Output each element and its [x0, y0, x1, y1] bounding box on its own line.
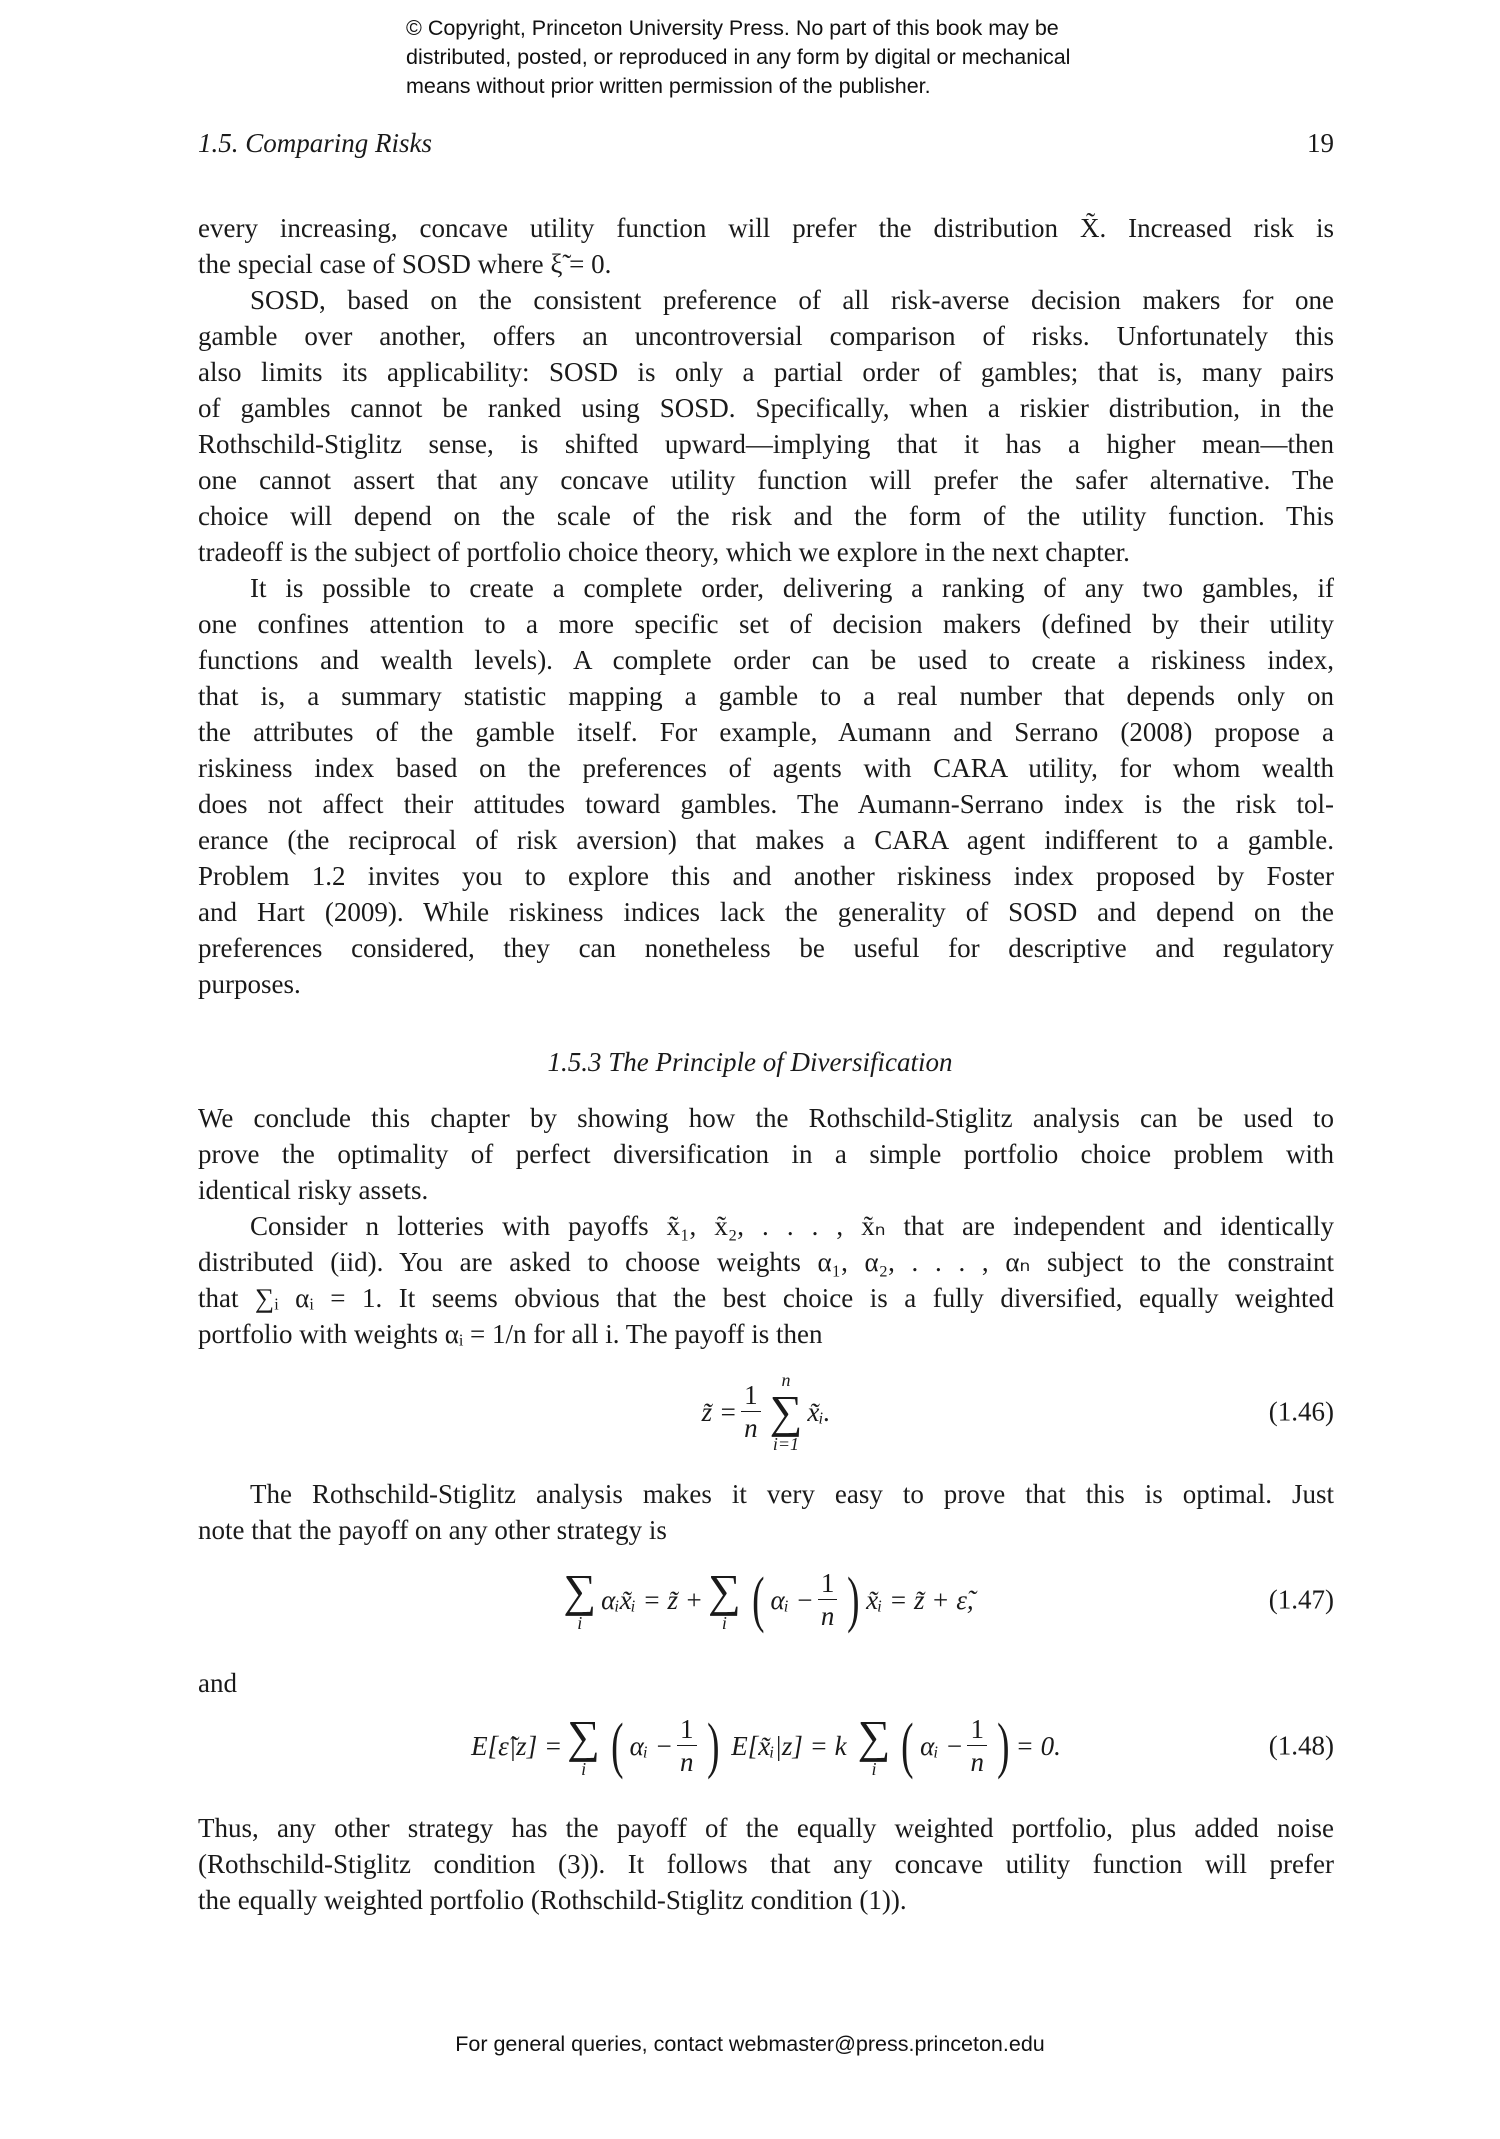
text-line: that is, a summary statistic mapping a gamble to a real number that depends only on [198, 681, 1334, 711]
sum-lower: i [577, 1613, 583, 1633]
text-line: prove the optimality of perfect diversification in a simple portfolio choice problem with [198, 1139, 1334, 1169]
denominator: n [970, 1747, 984, 1777]
text-line: one confines attention to a more specific set of decision makers (defined by their utility [198, 609, 1334, 639]
left-paren: ( [901, 1712, 914, 1780]
text-line: distributed (iid). You are asked to choose weights α₁, α₂, . . . , αₙ subject to the constraint [198, 1247, 1334, 1277]
text-line: also limits its applicability: SOSD is only a partial order of gambles; that is, many pairs [198, 357, 1334, 387]
summation-icon: n ∑ i=1 [769, 1370, 803, 1454]
eq-lhs: E[ε̃|z] = [471, 1730, 563, 1761]
right-paren: ) [706, 1712, 720, 1780]
body-text-eq [198, 1476, 1334, 1548]
text-line: every increasing, concave utility function will prefer the distribution X̃. Increased risk is [198, 213, 1334, 243]
numerator: 1 [741, 1382, 761, 1412]
text-line: Thus, any other strategy has the payoff of the equally weighted portfolio, plus added noise [198, 1813, 1334, 1843]
equation-1-48 [198, 1696, 1334, 1796]
left-paren: ( [611, 1712, 624, 1780]
eq-term: αᵢx̃ᵢ = z̃ + [601, 1584, 704, 1615]
body-text-middle [198, 1100, 1334, 1352]
equation-number: (1.48) [1268, 1730, 1334, 1761]
text-line: functions and wealth levels). A complete order can be used to create a riskiness index, [198, 645, 1334, 675]
eq-lhs: z̃ = [701, 1396, 738, 1427]
text-line: purposes. [198, 969, 301, 999]
eq-term: x̃ᵢ. [807, 1396, 831, 1427]
summation-icon: ∑ i [857, 1711, 891, 1779]
paragraph-3 [198, 570, 1334, 1002]
body-text-bottom [198, 1810, 1334, 1918]
equation-number: (1.47) [1268, 1584, 1334, 1615]
text-line: It is possible to create a complete order, delivering a ranking of any two gambles, if [250, 573, 1334, 603]
paragraph-5 [198, 1208, 1334, 1352]
eq-term: αᵢ − [629, 1730, 674, 1761]
sum-lower: i [581, 1759, 587, 1779]
paragraph-4 [198, 1100, 1334, 1208]
text-line: the equally weighted portfolio (Rothschild-Stiglitz condition (1)). [198, 1885, 907, 1915]
page-number: 19 [1307, 128, 1334, 158]
paragraph-1 [198, 210, 1334, 282]
copyright-line: distributed, posted, or reproduced in any form by digital or mechanical [406, 45, 1071, 69]
summation-icon: ∑ i [567, 1711, 600, 1779]
denominator: n [744, 1413, 758, 1443]
text-line: The Rothschild-Stiglitz analysis makes it very easy to prove that this is optimal. Just [250, 1479, 1334, 1509]
fraction [741, 1382, 761, 1442]
denominator: n [820, 1601, 835, 1631]
equation-1-46 [198, 1362, 1334, 1462]
right-paren: ) [997, 1712, 1010, 1780]
text-line: Problem 1.2 invites you to explore this and another riskiness index proposed by Foster [198, 861, 1334, 891]
eq-term: E[x̃ᵢ|z] = k [731, 1730, 847, 1761]
text-line: identical risky assets. [198, 1175, 429, 1205]
right-paren: ) [847, 1566, 860, 1634]
text-line: and Hart (2009). While riskiness indices lack the generality of SOSD and depend on the [198, 897, 1334, 927]
text-line: We conclude this chapter by showing how the Rothschild-Stiglitz analysis can be used to [198, 1103, 1334, 1133]
text-line: the special case of SOSD where ξ̃ = 0. [198, 249, 612, 279]
text-line: choice will depend on the scale of the risk and the form of the utility function. This [198, 501, 1334, 531]
text-line: preferences considered, they can nonetheless be useful for descriptive and regulatory [198, 933, 1334, 963]
equation-number: (1.46) [1268, 1396, 1334, 1427]
text-line: note that the payoff on any other strategy is [198, 1515, 667, 1545]
paragraph-2 [198, 282, 1334, 570]
text-line: does not affect their attitudes toward gambles. The Aumann-Serrano index is the risk tol- [198, 789, 1334, 819]
footer-contact: For general queries, contact webmaster@press.princeton.edu [455, 2032, 1045, 2056]
fraction [818, 1570, 838, 1630]
text-line: (Rothschild-Stiglitz condition (3)). It follows that any concave utility function will prefer [198, 1849, 1334, 1879]
copyright-line: means without prior written permission of the publisher. [406, 74, 931, 98]
text-line: riskiness index based on the preferences of agents with CARA utility, for whom wealth [198, 753, 1334, 783]
text-line: and [198, 1668, 237, 1698]
eq-term: αᵢ − [770, 1584, 814, 1615]
equation-1-47 [198, 1550, 1334, 1650]
numerator: 1 [818, 1570, 838, 1600]
text-line: one cannot assert that any concave utility function will prefer the safer alternative. The [198, 465, 1334, 495]
sum-lower: i [871, 1759, 877, 1779]
sum-lower: i=1 [772, 1434, 800, 1454]
eq-term: αᵢ − [920, 1730, 964, 1761]
fraction [967, 1716, 987, 1776]
left-paren: ( [751, 1566, 765, 1634]
numerator: 1 [967, 1716, 987, 1746]
denominator: n [680, 1747, 694, 1777]
section-heading: 1.5.3 The Principle of Diversification [547, 1047, 953, 1077]
sum-lower: i [721, 1613, 727, 1633]
text-line: SOSD, based on the consistent preference of all risk-averse decision makers for one [250, 285, 1334, 315]
fraction [677, 1716, 697, 1776]
copyright-line: © Copyright, Princeton University Press. No part of this book may be [406, 16, 1059, 40]
sum-upper: n [781, 1370, 791, 1390]
text-line: erance (the reciprocal of risk aversion) that makes a CARA agent indifferent to a gamble. [198, 825, 1334, 855]
body-text-top [198, 210, 1334, 1002]
eq-term: = 0. [1015, 1730, 1061, 1761]
text-line: tradeoff is the subject of portfolio choice theory, which we explore in the next chapter. [198, 537, 1130, 567]
text-line: of gambles cannot be ranked using SOSD. Specifically, when a riskier distribution, in the [198, 393, 1334, 423]
summation-icon: ∑ i [708, 1565, 741, 1633]
text-line: that ∑ᵢ αᵢ = 1. It seems obvious that the best choice is a fully diversified, equally weighted [198, 1283, 1334, 1313]
text-line: Rothschild-Stiglitz sense, is shifted upward—implying that it has a higher mean—then [198, 429, 1334, 459]
summation-icon: ∑ i [563, 1565, 597, 1633]
copyright-notice [406, 14, 1070, 101]
text-line: portfolio with weights αᵢ = 1/n for all i. The payoff is then [198, 1319, 823, 1349]
text-line: the attributes of the gamble itself. For example, Aumann and Serrano (2008) propose a [198, 717, 1334, 747]
text-line: Consider n lotteries with payoffs x̃₁, x̃₂, . . . , x̃ₙ that are independent and identically [250, 1211, 1334, 1241]
text-line: gamble over another, offers an uncontroversial comparison of risks. Unfortunately this [198, 321, 1334, 351]
numerator: 1 [677, 1716, 697, 1746]
running-head: 1.5. Comparing Risks [198, 128, 433, 158]
eq-term: x̃ᵢ = z̃ + ε̃, [866, 1584, 974, 1615]
